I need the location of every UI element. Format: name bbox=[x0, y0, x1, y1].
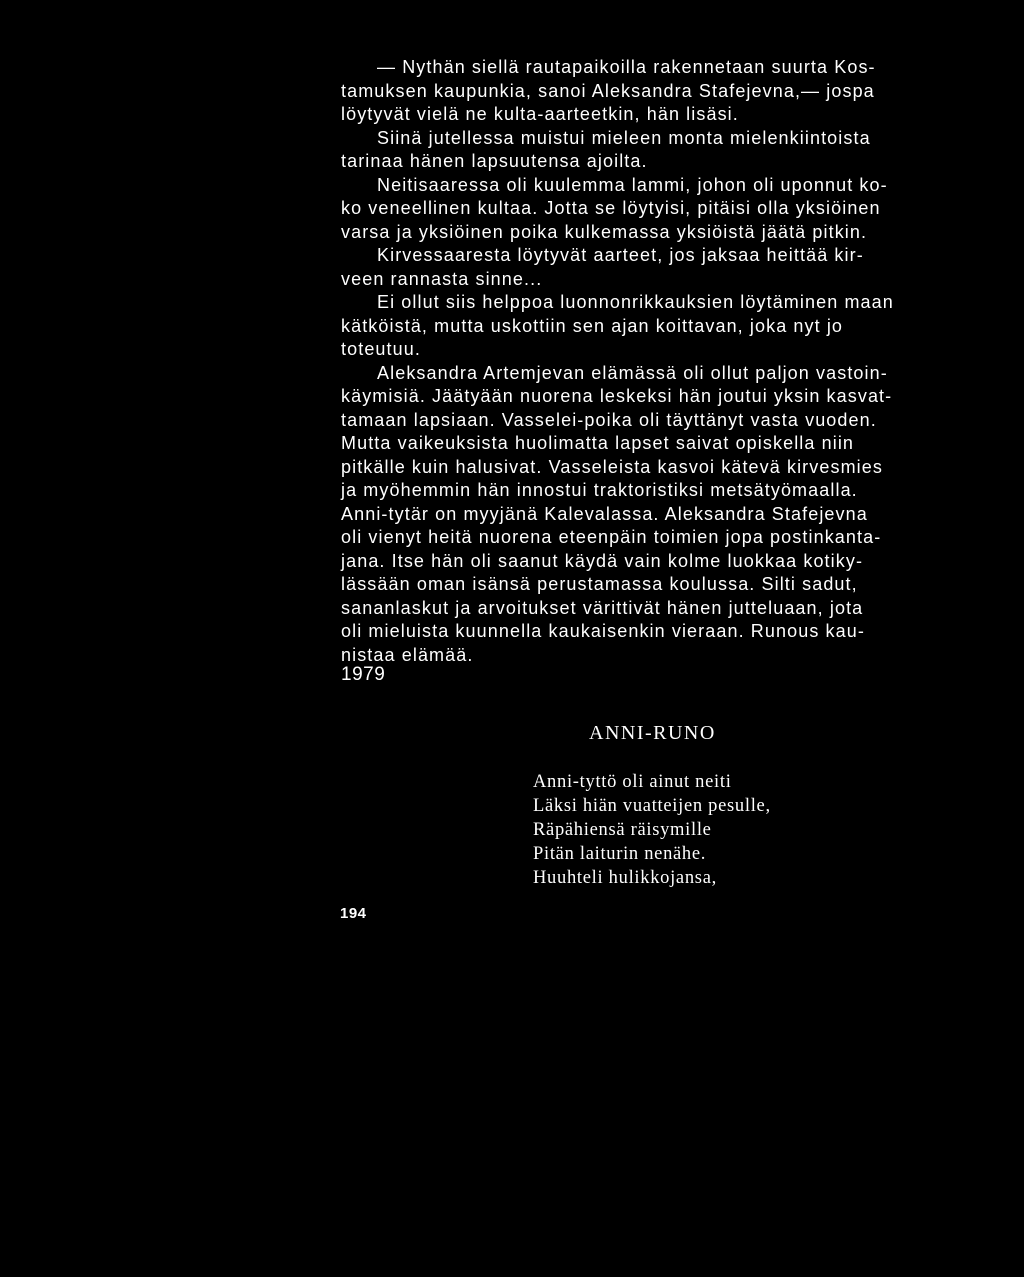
body-line: sananlaskut ja arvoitukset värittivät hänen jutteluaan, jota bbox=[341, 597, 864, 618]
poem-line: Läksi hiän vuatteijen pesulle, bbox=[533, 796, 771, 816]
page-number: 194 bbox=[340, 905, 367, 922]
poem-line: Räpähiensä räisymille bbox=[533, 820, 712, 840]
year-label: 1979 bbox=[341, 664, 386, 685]
body-line: lässään oman isänsä perustamassa koulussa. Silti sadut, bbox=[341, 574, 858, 594]
body-line: Ei ollut siis helppoa luonnonrikkauksien löytäminen maan bbox=[377, 292, 894, 312]
body-line: tarinaa hänen lapsuutensa ajoilta. bbox=[341, 151, 648, 171]
body-line: käymisiä. Jäätyään nuorena leskeksi hän joutui yksin kasvat- bbox=[341, 386, 893, 406]
body-line: jana. Itse hän oli saanut käydä vain kolme luokkaa kotiky- bbox=[341, 550, 864, 571]
poem-line: Huuhteli hulikkojansa, bbox=[533, 868, 717, 888]
body-line: — Nythän siellä rautapaikoilla rakennetaan suurta Kos- bbox=[377, 57, 876, 77]
body-line: pitkälle kuin halusivat. Vasseleista kasvoi kätevä kirvesmies bbox=[341, 456, 883, 477]
body-line: Siinä jutellessa muistui mieleen monta mielenkiintoista bbox=[377, 127, 871, 148]
poem-text bbox=[533, 770, 771, 890]
body-line: Neitisaaressa oli kuulemma lammi, johon oli uponnut ko- bbox=[377, 174, 888, 195]
body-line: Aleksandra Artemjevan elämässä oli ollut paljon vastoin- bbox=[377, 362, 888, 383]
body-line: ja myöhemmin hän innostui traktoristiksi metsätyömaalla. bbox=[341, 480, 858, 500]
body-line: tamaan lapsiaan. Vasselei-poika oli täyttänyt vasta vuoden. bbox=[341, 409, 877, 430]
body-line: nistaa elämää. bbox=[341, 644, 474, 665]
body-text bbox=[341, 56, 981, 667]
body-line: löytyvät vielä ne kulta-aarteetkin, hän lisäsi. bbox=[341, 104, 739, 124]
body-line: toteutuu. bbox=[341, 339, 421, 359]
poem-line: Anni-tyttö oli ainut neiti bbox=[533, 772, 732, 792]
body-line: kätköistä, mutta uskottiin sen ajan koittavan, joka nyt jo bbox=[341, 315, 844, 336]
body-line: veen rannasta sinne... bbox=[341, 268, 543, 289]
body-line: tamuksen kaupunkia, sanoi Aleksandra Stafejevna,— jospa bbox=[341, 80, 875, 101]
body-line: varsa ja yksiöinen poika kulkemassa yksiöistä jäätä pitkin. bbox=[341, 221, 868, 242]
poem-title: ANNI-RUNO bbox=[589, 722, 716, 744]
poem-line: Pitän laiturin nenähe. bbox=[533, 844, 707, 864]
body-line: oli vienyt heitä nuorena eteenpäin toimien jopa postinkanta- bbox=[341, 527, 882, 547]
body-line: ko veneellinen kultaa. Jotta se löytyisi, pitäisi olla yksiöinen bbox=[341, 198, 881, 218]
body-line: oli mieluista kuunnella kaukaisenkin vieraan. Runous kau- bbox=[341, 621, 865, 641]
body-line: Anni-tytär on myyjänä Kalevalassa. Aleksandra Stafejevna bbox=[341, 503, 868, 524]
body-line: Mutta vaikeuksista huolimatta lapset saivat opiskella niin bbox=[341, 433, 855, 453]
body-line: Kirvessaaresta löytyvät aarteet, jos jaksaa heittää kir- bbox=[377, 245, 864, 265]
